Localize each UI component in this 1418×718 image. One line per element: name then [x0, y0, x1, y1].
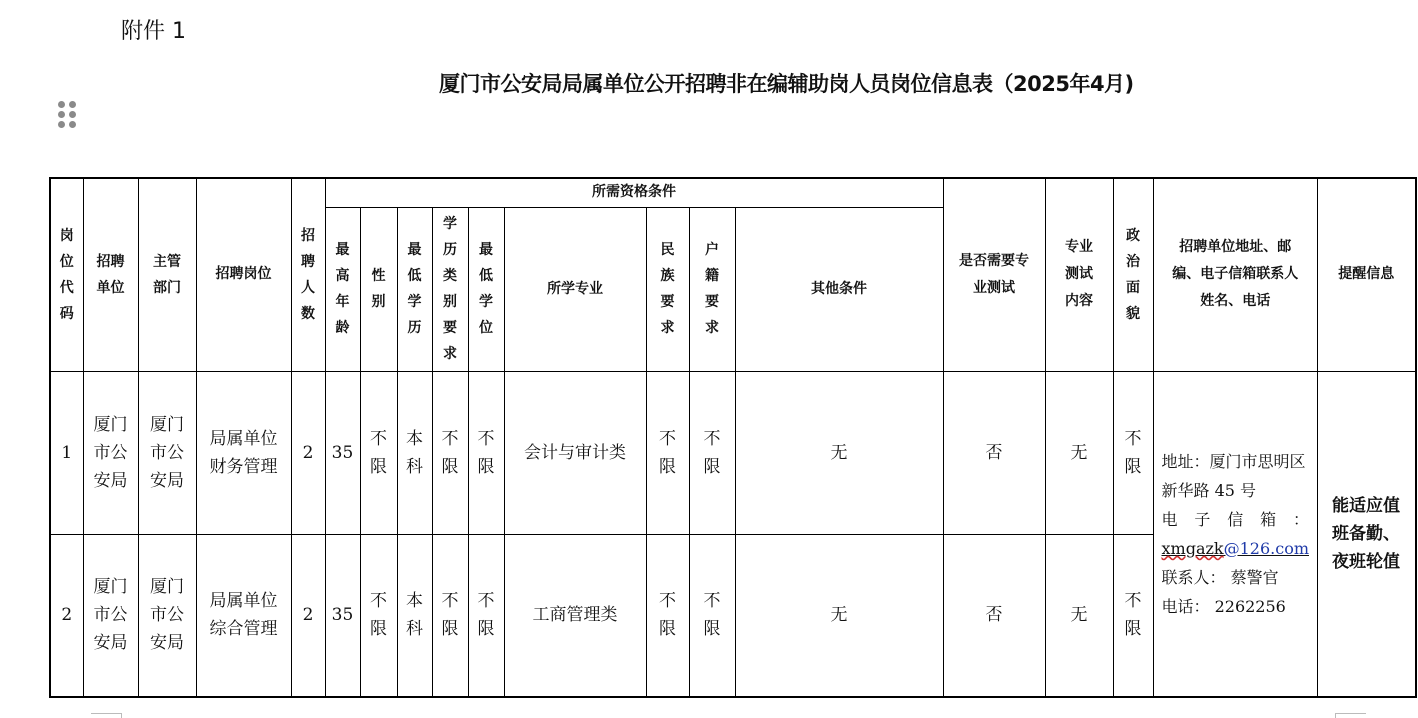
cell-major: 会计与审计类 — [504, 371, 646, 534]
cell-major: 工商管理类 — [504, 534, 646, 697]
cell-gender: 不限 — [360, 534, 397, 697]
cell-other: 无 — [735, 534, 943, 697]
cell-hukou: 不限 — [689, 371, 735, 534]
table-row — [50, 371, 1416, 534]
cell-min-degree: 不限 — [468, 534, 504, 697]
contact-info — [1153, 371, 1318, 697]
header-max-age: 最高年龄 — [325, 207, 360, 371]
cell-dept: 厦门市公安局 — [138, 371, 196, 534]
cell-need-test: 否 — [943, 534, 1045, 697]
cell-post: 局属单位综合管理 — [196, 534, 291, 697]
header-min-edu: 最低学历 — [397, 207, 432, 371]
header-major: 所学专业 — [504, 207, 646, 371]
cell-ethnicity: 不限 — [646, 534, 689, 697]
cell-test-content: 无 — [1045, 371, 1113, 534]
cell-code: 2 — [50, 534, 83, 697]
header-test-content: 专业测试内容 — [1045, 178, 1113, 371]
header-edu-type: 学历类别要求 — [432, 207, 468, 371]
contact-address: 地址：厦门市思明区新华路 45 号 — [1161, 451, 1306, 500]
header-political: 政治面貌 — [1113, 178, 1153, 371]
job-info-table — [49, 177, 1417, 698]
cell-gender: 不限 — [360, 371, 397, 534]
document-title: 厦门市公安局局属单位公开招聘非在编辅助岗人员岗位信息表（2025年4月) — [439, 72, 1134, 96]
header-other: 其他条件 — [735, 207, 943, 371]
attachment-label: 附件 1 — [121, 19, 186, 44]
header-gender: 性别 — [360, 207, 397, 371]
cell-unit: 厦门市公安局 — [83, 371, 138, 534]
contact-email-label: 电 子 信 箱 ： — [1161, 509, 1309, 529]
page-corner-mark — [91, 713, 122, 718]
cell-other: 无 — [735, 371, 943, 534]
page-corner-mark — [1335, 713, 1366, 718]
cell-count: 2 — [291, 534, 325, 697]
contact-person: 联系人： 蔡警官 — [1161, 567, 1279, 587]
cell-max-age: 35 — [325, 371, 360, 534]
header-post-code: 岗位代码 — [50, 178, 83, 371]
header-hukou: 户籍要求 — [689, 207, 735, 371]
header-post: 招聘岗位 — [196, 178, 291, 371]
cell-political: 不限 — [1113, 371, 1153, 534]
cell-min-edu: 本科 — [397, 371, 432, 534]
cell-test-content: 无 — [1045, 534, 1113, 697]
drag-handle-icon[interactable] — [58, 101, 76, 131]
header-unit: 招聘单位 — [83, 178, 138, 371]
header-count: 招聘人数 — [291, 178, 325, 371]
header-need-test: 是否需要专业测试 — [943, 178, 1045, 371]
cell-political: 不限 — [1113, 534, 1153, 697]
cell-need-test: 否 — [943, 371, 1045, 534]
cell-edu-type: 不限 — [432, 371, 468, 534]
header-dept: 主管部门 — [138, 178, 196, 371]
contact-email[interactable]: xmgazk@126.com — [1161, 538, 1309, 558]
remind-info: 能适应值班备勤、夜班轮值 — [1318, 371, 1416, 697]
header-min-degree: 最低学位 — [468, 207, 504, 371]
contact-phone: 电话： 2262256 — [1161, 596, 1286, 616]
cell-hukou: 不限 — [689, 534, 735, 697]
header-qualifications: 所需资格条件 — [325, 178, 943, 207]
header-remind: 提醒信息 — [1318, 178, 1416, 371]
header-contact: 招聘单位地址、邮编、电子信箱联系人姓名、电话 — [1153, 178, 1318, 371]
cell-code: 1 — [50, 371, 83, 534]
cell-min-degree: 不限 — [468, 371, 504, 534]
cell-unit: 厦门市公安局 — [83, 534, 138, 697]
cell-post: 局属单位财务管理 — [196, 371, 291, 534]
header-ethnicity: 民族要求 — [646, 207, 689, 371]
cell-dept: 厦门市公安局 — [138, 534, 196, 697]
cell-max-age: 35 — [325, 534, 360, 697]
cell-ethnicity: 不限 — [646, 371, 689, 534]
cell-min-edu: 本科 — [397, 534, 432, 697]
cell-edu-type: 不限 — [432, 534, 468, 697]
cell-count: 2 — [291, 371, 325, 534]
